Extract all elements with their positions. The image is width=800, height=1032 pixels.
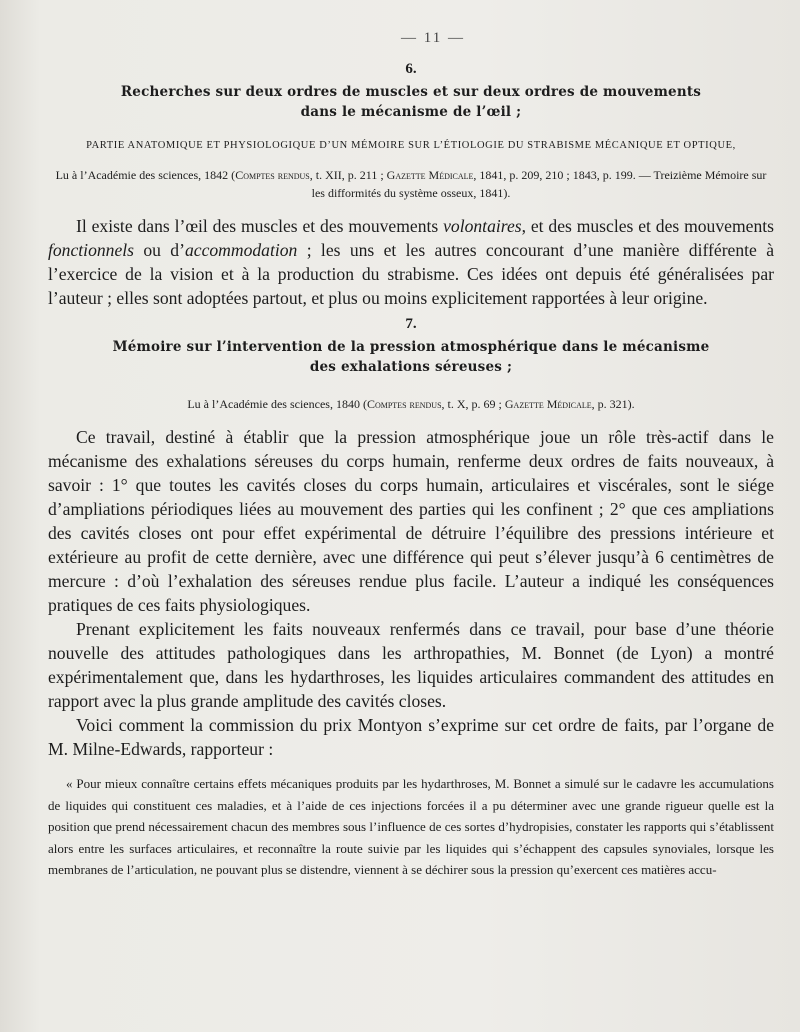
section-6 bbox=[48, 61, 774, 310]
text-run: ou d’ bbox=[134, 240, 185, 260]
body-paragraph: Voici comment la commission du prix Montyon s’exprime sur cet ordre de faits, par l’organe de M. Milne-Edwards, rapporteur : bbox=[48, 715, 774, 759]
reference-note bbox=[48, 166, 774, 202]
section-title bbox=[48, 82, 774, 122]
section-number: 6. bbox=[405, 61, 417, 77]
text-run: ; les uns et les autres concourant d’une manière différente à l’exercice de la vision et à la production du strabisme. Ces idées ont depuis été généralisées par l’auteur ; elles sont adoptées partout, et plus ou moins explicitement rapportées à leur origine. bbox=[48, 240, 775, 308]
page-number: — 11 — bbox=[401, 30, 465, 46]
section-title-line: Recherches sur deux ordres de muscles et sur deux ordres de mouvements bbox=[120, 84, 702, 100]
italic-term: accommodation bbox=[184, 240, 298, 260]
ref-text: Lu à l’Académie des sciences, 1840 ( bbox=[187, 397, 367, 411]
body-paragraph: Prenant explicitement les faits nouveaux renfermés dans ce travail, pour base d’une théorie nouvelle des attitudes pathologiques dans les arthropathies, M. Bonnet (de Lyon) a montré expérimentalement que, dans les hydarthroses, les liquides articulaires commandent des attitudes en rapport avec la plus grande amplitude des cavités closes. bbox=[48, 619, 774, 711]
ref-journal: Comptes rendus bbox=[366, 397, 442, 411]
section-title-line: des exhalations séreuses ; bbox=[309, 359, 513, 375]
ref-journal: Comptes rendus bbox=[235, 168, 310, 182]
ref-text: Lu à l’Académie des sciences, 1842 ( bbox=[55, 168, 236, 182]
text-run: , et des muscles et des mouvements bbox=[521, 216, 774, 236]
ref-text: , p. 321). bbox=[591, 397, 635, 411]
reference-note bbox=[48, 395, 774, 413]
body-paragraph bbox=[48, 214, 774, 310]
ref-text: , t. XII, p. 211 ; bbox=[309, 168, 387, 182]
italic-term: fonctionnels bbox=[48, 240, 135, 260]
italic-term: volontaires bbox=[443, 216, 522, 236]
section-number: 7. bbox=[405, 316, 417, 332]
ref-text: , t. X, p. 69 ; bbox=[441, 397, 505, 411]
section-title-line: dans le mécanisme de l’œil ; bbox=[300, 104, 522, 120]
text-run: Il existe dans l’œil des muscles et des mouvements bbox=[76, 216, 444, 236]
body-paragraph: Ce travail, destiné à établir que la pression atmosphérique joue un rôle très-actif dans le mécanisme des exhalations séreuses du corps humain, renferme deux ordres de faits nouveaux, à savoir : 1° que toutes les cavités closes du corps humain, articulaires et viscérales, sont le siége d’ampliations périodiques liées au mouvement des parties qui les confinent ; 2° que ces ampliations des cavités closes ont pour effet expérimental de détruire l’équilibre des pressions intérieure et extérieure au profit de cette dernière, avec une différence qui peut s’élever jusqu’à 6 centimètres de mercure : d’où l’exhalation des séreuses rendue plus facile. L’auteur a indiqué les conséquences pratiques de ces faits physiologiques. bbox=[48, 427, 774, 615]
section-7 bbox=[48, 316, 774, 881]
ref-journal: Gazette Médicale bbox=[504, 397, 592, 411]
ref-journal: Gazette Médicale bbox=[386, 168, 474, 182]
ref-text: , 1841, p. 209, 210 ; 1843, p. 199. — Treizième Mémoire sur les difformités du système osseux, 1841). bbox=[311, 168, 767, 200]
section-title bbox=[48, 337, 774, 377]
section-subheading: PARTIE ANATOMIQUE ET PHYSIOLOGIQUE D’UN MÉMOIRE SUR L’ÉTIOLOGIE DU STRABISME MÉCANIQUE ET OPTIQUE, bbox=[86, 140, 736, 151]
section-title-line: Mémoire sur l’intervention de la pression atmosphérique dans le mécanisme bbox=[112, 339, 710, 355]
quoted-passage: « Pour mieux connaître certains effets mécaniques produits par les hydarthroses, M. Bonnet a simulé sur le cadavre les accumulations de liquides qui constituent ces maladies, et à l’aide de ces injections forcées il a pu déterminer avec une grande rigueur quelle est la position que prend nécessairement chacun des membres sous l’influence de ces sortes d’hydropisies, constater les rapports qui s’établissent alors entre les surfaces articulaires, et reconnaître la route suivie par les liquides qui s’échappent des capsules synoviales, lorsque les membranes de l’articulation, ne pouvant plus se distendre, viennent à se déchirer sous la pression qu’exercent ces matières accu- bbox=[48, 776, 774, 877]
